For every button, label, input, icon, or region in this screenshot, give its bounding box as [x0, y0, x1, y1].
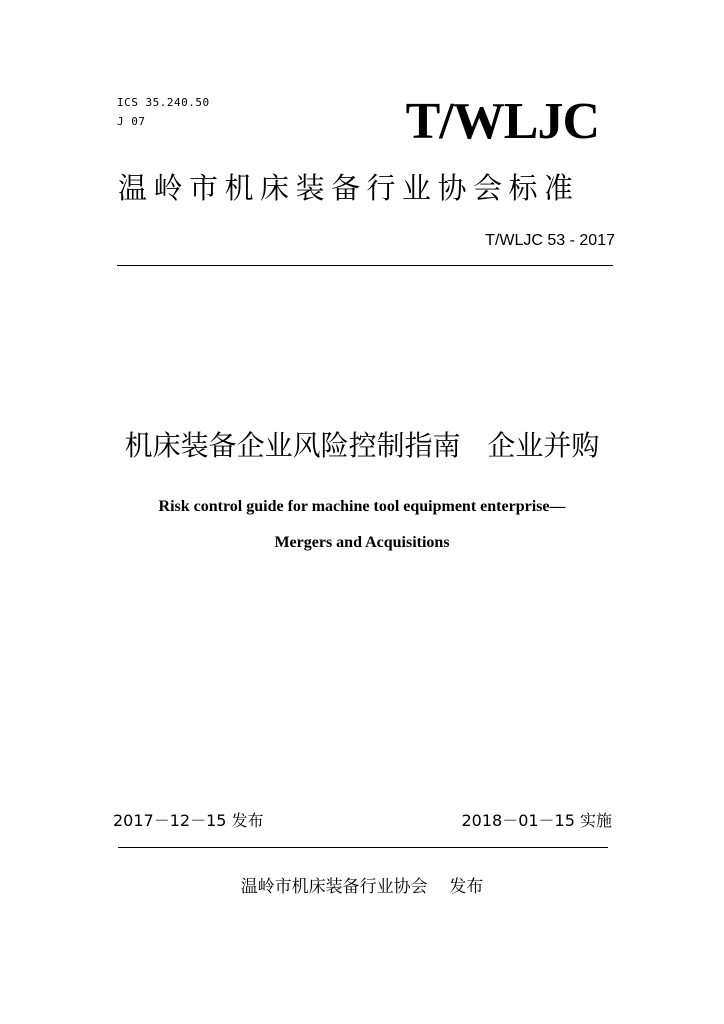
implementation-date: 2018－01－15 实施 — [461, 811, 612, 830]
association-title: 温岭市机床装备行业协会标准 — [118, 171, 580, 205]
issue-date: 2017－12－15 发布 — [113, 811, 264, 830]
standard-number: T/WLJC 53 - 2017 — [485, 232, 615, 249]
standard-mark: T/WLJC — [405, 93, 599, 150]
document-title-english-line1: Risk control guide for machine tool equipment enterprise— — [158, 498, 566, 515]
ics-code: ICS 35.240.50 — [117, 96, 210, 109]
top-divider — [117, 265, 613, 266]
publisher: 温岭市机床装备行业协会 发布 — [240, 877, 484, 897]
ccs-code: J 07 — [117, 115, 146, 128]
document-title-chinese: 机床装备企业风险控制指南 企业并购 — [124, 429, 600, 462]
bottom-divider — [118, 847, 608, 848]
document-title-english-line2: Mergers and Acquisitions — [274, 534, 450, 551]
